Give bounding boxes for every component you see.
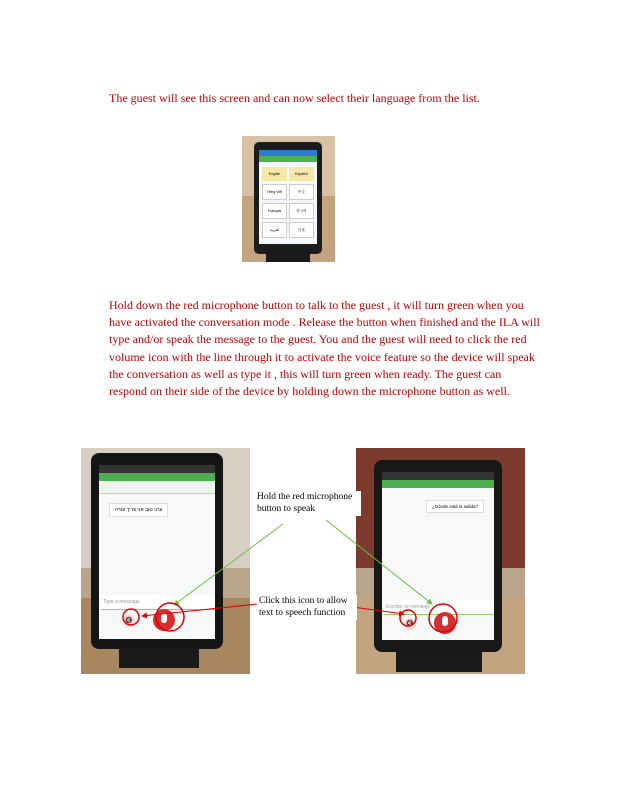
paragraph-line: have activated the conversation mode . Release the button when finished and the ILA will — [109, 315, 540, 330]
paragraph-line: respond on their side of the device by holding down the microphone button as well. — [109, 384, 510, 399]
arrow-to-right-mic — [326, 520, 432, 604]
language-button[interactable]: Tiếng Việt — [262, 184, 287, 200]
highlight-right-mic — [429, 604, 457, 632]
arrow-to-left-mic — [174, 524, 283, 605]
language-button[interactable]: العربية — [262, 222, 287, 238]
message-bubble: ערב טוב אני צריך עזרה — [109, 503, 168, 517]
language-button[interactable]: Español — [289, 167, 314, 181]
paragraph-line: type and/or speak the message to the guest. You and the guest will need to click the red — [109, 332, 527, 347]
arrow-to-left-speaker — [142, 604, 258, 616]
message-input[interactable]: Escribe un mensaje — [384, 600, 494, 615]
message-input[interactable]: Type a message — [101, 595, 215, 610]
instruction-paragraph-1: The guest will see this screen and can now select their language from the list. — [109, 91, 480, 105]
highlight-left-mic — [156, 603, 184, 631]
speaker-muted-icon[interactable]: 🔇 — [123, 615, 135, 627]
paragraph-line: Hold down the red microphone button to talk to the guest , it will turn green when you — [109, 298, 524, 312]
language-button[interactable]: 한국어 — [289, 203, 314, 219]
message-bubble: ¿Dónde está la salida? — [426, 500, 484, 513]
callout-speaker-instruction: Click this icon to allow text to speech function — [257, 595, 357, 620]
language-button[interactable]: Français — [262, 203, 287, 219]
language-button[interactable]: 中文 — [289, 184, 314, 200]
paragraph-line: volume icon with the line through it to activate the voice feature so the device will speak — [109, 349, 535, 364]
language-button[interactable]: English — [262, 167, 287, 181]
language-button[interactable]: 日本 — [289, 222, 314, 238]
speaker-muted-icon[interactable]: 🔇 — [404, 618, 416, 630]
highlight-right-speaker — [400, 610, 416, 626]
highlight-left-speaker — [123, 609, 139, 625]
callout-mic-instruction: Hold the red microphone button to speak — [255, 491, 361, 516]
paragraph-line: the conversation as well as type it , this will turn green when ready. The guest can — [109, 366, 502, 381]
